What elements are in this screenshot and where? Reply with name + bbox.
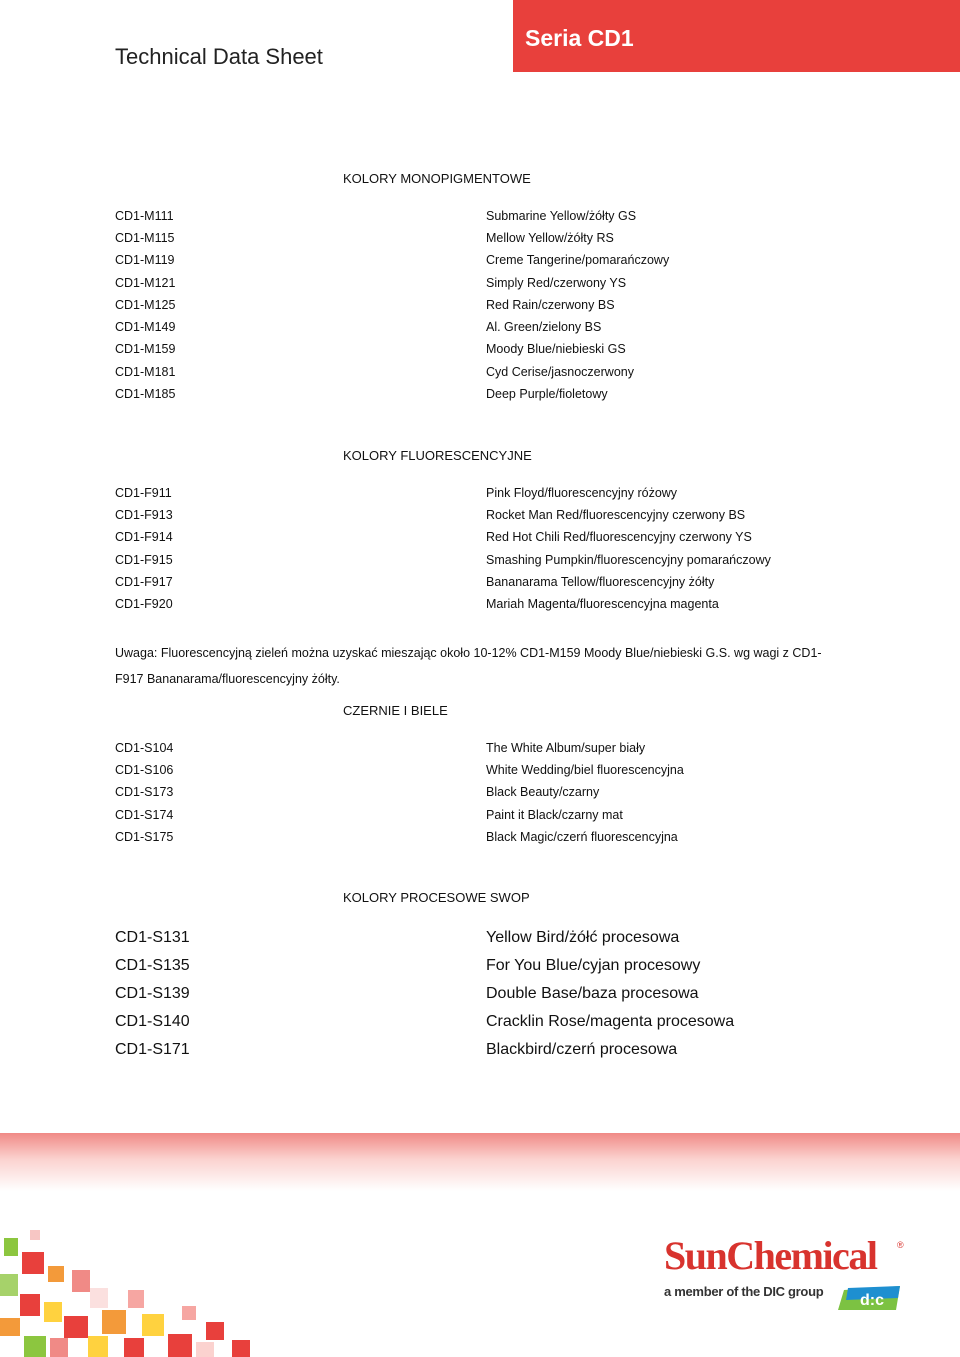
mosaic-square bbox=[4, 1238, 18, 1256]
mosaic-square bbox=[22, 1252, 44, 1274]
product-name: Cracklin Rose/magenta procesowa bbox=[486, 1013, 735, 1030]
mosaic-square bbox=[30, 1230, 40, 1240]
product-name: Yellow Bird/żółć procesowa bbox=[486, 929, 680, 946]
product-code: CD1-S131 bbox=[115, 929, 190, 946]
note-line: Uwaga: Fluorescencyjną zieleń można uzyskać mieszając około 10-12% CD1-M159 Moody Blue/niebieski G.S. wg wagi z CD1- bbox=[115, 646, 822, 660]
product-name: Black Beauty/czarny bbox=[486, 785, 600, 799]
product-code: CD1-F920 bbox=[115, 597, 173, 611]
product-code: CD1-F911 bbox=[115, 486, 172, 500]
mosaic-square bbox=[44, 1302, 62, 1322]
product-code: CD1-S135 bbox=[115, 957, 190, 974]
dic-logo-icon bbox=[838, 1286, 900, 1310]
mosaic-square bbox=[90, 1288, 108, 1308]
product-code: CD1-M185 bbox=[115, 387, 176, 401]
product-code: CD1-S139 bbox=[115, 985, 190, 1002]
product-code: CD1-S171 bbox=[115, 1041, 190, 1058]
product-code: CD1-M149 bbox=[115, 320, 176, 334]
product-name: Red Hot Chili Red/fluorescencyjny czerwony YS bbox=[486, 530, 752, 544]
product-name: Blackbird/czerń procesowa bbox=[486, 1041, 678, 1058]
mosaic-square bbox=[128, 1290, 144, 1308]
product-name: Paint it Black/czarny mat bbox=[486, 808, 623, 822]
color-mosaic-decoration bbox=[0, 1230, 270, 1357]
product-name: For You Blue/cyjan procesowy bbox=[486, 957, 701, 974]
product-name: Red Rain/czerwony BS bbox=[486, 298, 615, 312]
product-name: The White Album/super biały bbox=[486, 741, 646, 755]
product-name: Mariah Magenta/fluorescencyjna magenta bbox=[486, 597, 719, 611]
document-title: Technical Data Sheet bbox=[115, 44, 323, 69]
product-code: CD1-S175 bbox=[115, 830, 174, 844]
section-heading-fluo: KOLORY FLUORESCENCYJNE bbox=[343, 448, 532, 463]
footer-gradient-band bbox=[0, 1133, 960, 1191]
product-name: Black Magic/czerń fluorescencyjna bbox=[486, 830, 678, 844]
product-name: Double Base/baza procesowa bbox=[486, 985, 699, 1002]
product-code: CD1-F914 bbox=[115, 530, 173, 544]
series-label: Seria CD1 bbox=[525, 25, 634, 51]
section-heading-swop: KOLORY PROCESOWE SWOP bbox=[343, 890, 530, 905]
series-banner bbox=[513, 0, 960, 72]
mosaic-square bbox=[0, 1318, 20, 1336]
mosaic-square bbox=[206, 1322, 224, 1340]
mosaic-square bbox=[72, 1270, 90, 1292]
product-name: Deep Purple/fioletowy bbox=[486, 387, 608, 401]
mosaic-square bbox=[64, 1316, 88, 1338]
mosaic-square bbox=[196, 1342, 214, 1357]
product-name: Bananarama Tellow/fluorescencyjny żółty bbox=[486, 575, 715, 589]
product-code: CD1-S140 bbox=[115, 1013, 190, 1030]
product-name: Mellow Yellow/żółty RS bbox=[486, 231, 614, 245]
section-heading-bw: CZERNIE I BIELE bbox=[343, 703, 448, 718]
product-name: Rocket Man Red/fluorescencyjny czerwony BS bbox=[486, 508, 746, 522]
product-name: Simply Red/czerwony YS bbox=[486, 276, 627, 290]
product-name: Submarine Yellow/żółty GS bbox=[486, 209, 637, 223]
mosaic-square bbox=[142, 1314, 164, 1336]
product-name: White Wedding/biel fluorescencyjna bbox=[486, 763, 684, 777]
fluo-note bbox=[115, 640, 855, 692]
mosaic-square bbox=[48, 1266, 64, 1282]
product-name: Creme Tangerine/pomarańczowy bbox=[486, 253, 670, 267]
product-code: CD1-F915 bbox=[115, 553, 173, 567]
product-code: CD1-M181 bbox=[115, 365, 176, 379]
note-line: F917 Bananarama/fluorescencyjny żółty. bbox=[115, 672, 340, 686]
product-code: CD1-S106 bbox=[115, 763, 174, 777]
product-name: Al. Green/zielony BS bbox=[486, 320, 602, 334]
mosaic-square bbox=[24, 1336, 46, 1357]
mosaic-square bbox=[50, 1338, 68, 1357]
product-code: CD1-M159 bbox=[115, 342, 176, 356]
mosaic-square bbox=[182, 1306, 196, 1320]
mosaic-square bbox=[20, 1294, 40, 1316]
dic-group-tagline: a member of the DIC group bbox=[664, 1284, 824, 1299]
product-name: Smashing Pumpkin/fluorescencyjny pomarańczowy bbox=[486, 553, 771, 567]
product-code: CD1-S104 bbox=[115, 741, 174, 755]
mosaic-square bbox=[88, 1336, 108, 1357]
mosaic-square bbox=[168, 1334, 192, 1357]
product-code: CD1-S173 bbox=[115, 785, 174, 799]
dic-logo-text: d:c bbox=[860, 1292, 884, 1309]
product-code: CD1-M115 bbox=[115, 231, 175, 245]
mosaic-square bbox=[0, 1274, 18, 1296]
product-name: Pink Floyd/fluorescencyjny różowy bbox=[486, 486, 678, 500]
product-code: CD1-S174 bbox=[115, 808, 174, 822]
mosaic-square bbox=[124, 1338, 144, 1357]
section-heading-mono: KOLORY MONOPIGMENTOWE bbox=[343, 171, 531, 186]
product-code: CD1-M121 bbox=[115, 276, 176, 290]
product-name: Cyd Cerise/jasnoczerwony bbox=[486, 365, 634, 379]
product-name: Moody Blue/niebieski GS bbox=[486, 342, 626, 356]
mosaic-square bbox=[102, 1310, 126, 1334]
product-code: CD1-M119 bbox=[115, 253, 175, 267]
product-code: CD1-M125 bbox=[115, 298, 176, 312]
product-code: CD1-M111 bbox=[115, 209, 174, 223]
product-code: CD1-F917 bbox=[115, 575, 173, 589]
product-code: CD1-F913 bbox=[115, 508, 173, 522]
mosaic-square bbox=[232, 1340, 250, 1357]
registered-mark: ® bbox=[897, 1240, 904, 1250]
sunchemical-logo: SunChemical bbox=[664, 1233, 877, 1278]
